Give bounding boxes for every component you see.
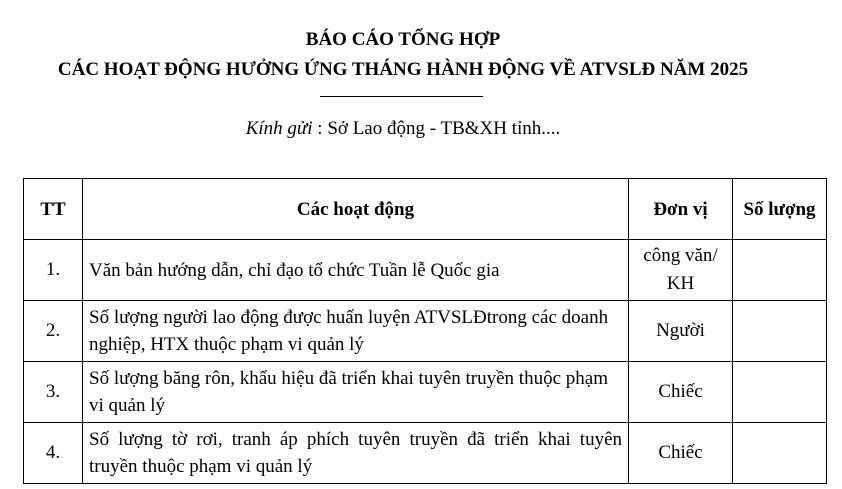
recipient-line: [0, 117, 806, 141]
table-row: [24, 362, 827, 423]
row-activity: Số lượng người lao động được huấn luyện ATVSLĐtrong các doanh nghiệp, HTX thuộc phạm vi quản lý: [83, 301, 629, 362]
row-activity: Văn bản hướng dẫn, chỉ đạo tổ chức Tuần lễ Quốc gia: [83, 240, 629, 301]
row-number: 2.: [24, 301, 83, 362]
column-header-activity: Các hoạt động: [83, 179, 629, 240]
row-number: 1.: [24, 240, 83, 301]
recipient-label: Kính gửi: [245, 118, 313, 139]
report-subtitle: CÁC HOẠT ĐỘNG HƯỞNG ỨNG THÁNG HÀNH ĐỘNG VỀ ATVSLĐ NĂM 2025: [57, 59, 749, 80]
row-quantity[interactable]: [733, 423, 827, 484]
column-header-unit: Đơn vị: [629, 179, 733, 240]
row-unit: Chiếc: [629, 362, 733, 423]
table-header-row: [24, 179, 827, 240]
report-title: BÁO CÁO TỔNG HỢP: [305, 29, 501, 50]
row-unit: Người: [629, 301, 733, 362]
row-quantity[interactable]: [733, 240, 827, 301]
row-number: 4.: [24, 423, 83, 484]
title-divider: [320, 96, 483, 97]
row-number: 3.: [24, 362, 83, 423]
recipient-value: : Sở Lao động - TB&XH tỉnh....: [312, 118, 561, 139]
table-row: [24, 423, 827, 484]
column-header-quantity: Số lượng: [733, 179, 827, 240]
row-activity: Số lượng băng rôn, khẩu hiệu đã triển khai tuyên truyền thuộc phạm vi quản lý: [83, 362, 629, 423]
row-quantity[interactable]: [733, 301, 827, 362]
row-activity: Số lượng tờ rơi, tranh áp phích tuyên truyền đã triển khai tuyên truyền thuộc phạm vi quản lý: [83, 423, 629, 484]
row-quantity[interactable]: [733, 362, 827, 423]
table-row: [24, 301, 827, 362]
row-unit: Chiếc: [629, 423, 733, 484]
table-row: [24, 240, 827, 301]
row-unit: công văn/ KH: [629, 240, 733, 301]
activities-table: [23, 178, 827, 484]
column-header-tt: TT: [24, 179, 83, 240]
